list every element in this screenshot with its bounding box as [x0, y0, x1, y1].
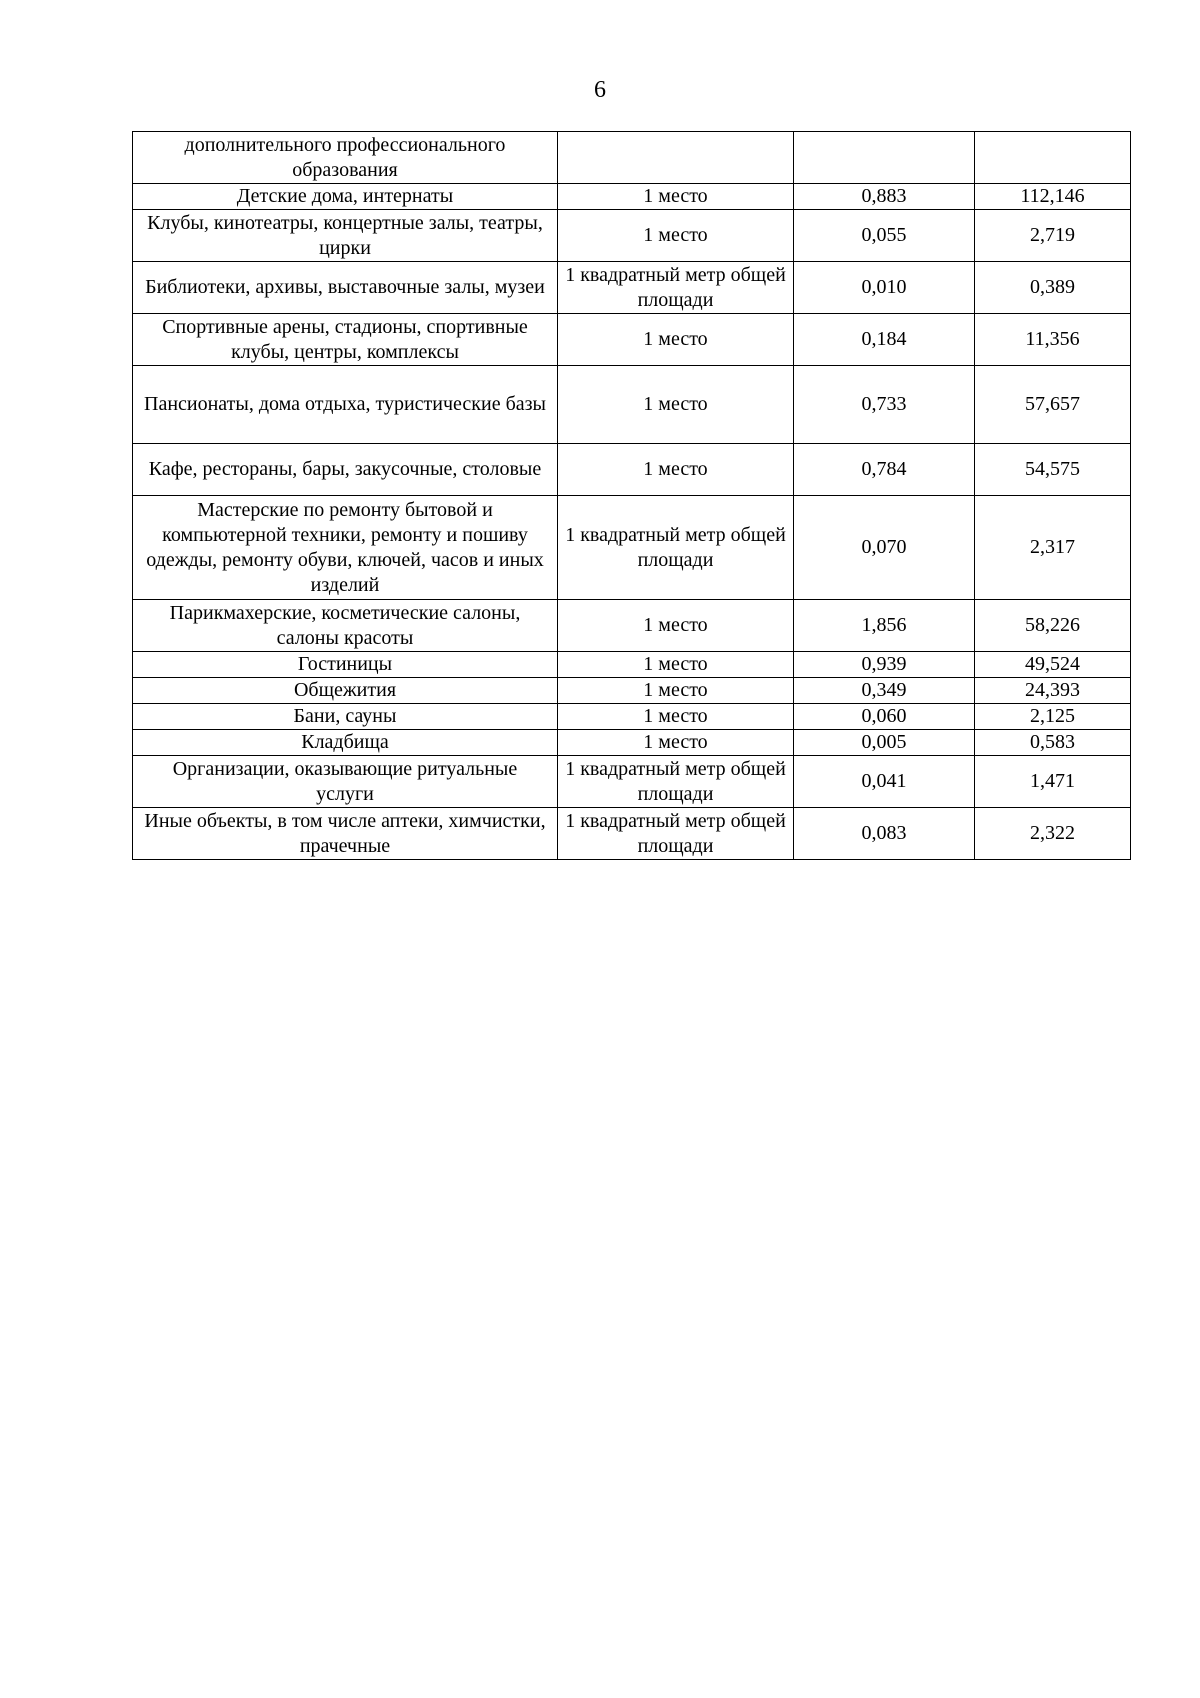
value-1-cell: 0,041	[794, 756, 975, 808]
table-row	[133, 184, 1131, 210]
object-type-cell: Парикмахерские, косметические салоны, салоны красоты	[133, 600, 558, 652]
unit-cell	[558, 132, 794, 184]
object-type-cell: Пансионаты, дома отдыха, туристические базы	[133, 366, 558, 444]
value-2-cell: 1,471	[975, 756, 1131, 808]
value-1-cell	[794, 132, 975, 184]
unit-cell: 1 квадратный метр общей площади	[558, 262, 794, 314]
table-row	[133, 600, 1131, 652]
unit-cell: 1 место	[558, 600, 794, 652]
value-1-cell: 0,083	[794, 808, 975, 860]
value-1-cell: 0,010	[794, 262, 975, 314]
value-2-cell: 58,226	[975, 600, 1131, 652]
table-row	[133, 132, 1131, 184]
value-2-cell: 2,322	[975, 808, 1131, 860]
table-row	[133, 678, 1131, 704]
value-1-cell: 0,055	[794, 210, 975, 262]
value-2-cell: 2,317	[975, 496, 1131, 600]
value-1-cell: 1,856	[794, 600, 975, 652]
object-type-cell: Гостиницы	[133, 652, 558, 678]
table-row	[133, 496, 1131, 600]
object-type-cell: Спортивные арены, стадионы, спортивные клубы, центры, комплексы	[133, 314, 558, 366]
object-type-cell: Организации, оказывающие ритуальные услуги	[133, 756, 558, 808]
value-2-cell: 54,575	[975, 444, 1131, 496]
unit-cell: 1 место	[558, 366, 794, 444]
unit-cell: 1 место	[558, 652, 794, 678]
object-type-cell: Бани, сауны	[133, 704, 558, 730]
table-row	[133, 444, 1131, 496]
page-number: 6	[594, 77, 606, 103]
unit-cell: 1 место	[558, 678, 794, 704]
object-type-cell: Клубы, кинотеатры, концертные залы, театры, цирки	[133, 210, 558, 262]
table-row	[133, 808, 1131, 860]
value-1-cell: 0,070	[794, 496, 975, 600]
value-1-cell: 0,060	[794, 704, 975, 730]
unit-cell: 1 место	[558, 314, 794, 366]
value-2-cell: 57,657	[975, 366, 1131, 444]
table-row	[133, 652, 1131, 678]
value-1-cell: 0,349	[794, 678, 975, 704]
object-type-cell: Общежития	[133, 678, 558, 704]
unit-cell: 1 место	[558, 444, 794, 496]
rates-table-body	[133, 132, 1131, 860]
value-2-cell: 112,146	[975, 184, 1131, 210]
value-1-cell: 0,005	[794, 730, 975, 756]
value-1-cell: 0,784	[794, 444, 975, 496]
value-2-cell: 0,389	[975, 262, 1131, 314]
object-type-cell: Мастерские по ремонту бытовой и компьютерной техники, ремонту и пошиву одежды, ремонту обуви, ключей, часов и иных изделий	[133, 496, 558, 600]
value-2-cell: 2,125	[975, 704, 1131, 730]
table-row	[133, 366, 1131, 444]
table-row	[133, 262, 1131, 314]
value-2-cell: 0,583	[975, 730, 1131, 756]
unit-cell: 1 место	[558, 730, 794, 756]
unit-cell: 1 квадратный метр общей площади	[558, 808, 794, 860]
value-2-cell: 2,719	[975, 210, 1131, 262]
table-row	[133, 314, 1131, 366]
object-type-cell: Библиотеки, архивы, выставочные залы, музеи	[133, 262, 558, 314]
object-type-cell: Детские дома, интернаты	[133, 184, 558, 210]
table-row	[133, 756, 1131, 808]
table-row	[133, 210, 1131, 262]
value-1-cell: 0,883	[794, 184, 975, 210]
object-type-cell: дополнительного профессионального образования	[133, 132, 558, 184]
table-row	[133, 730, 1131, 756]
unit-cell: 1 квадратный метр общей площади	[558, 756, 794, 808]
value-2-cell: 11,356	[975, 314, 1131, 366]
value-1-cell: 0,733	[794, 366, 975, 444]
value-1-cell: 0,939	[794, 652, 975, 678]
value-2-cell: 49,524	[975, 652, 1131, 678]
object-type-cell: Кафе, рестораны, бары, закусочные, столовые	[133, 444, 558, 496]
unit-cell: 1 место	[558, 184, 794, 210]
table-row	[133, 704, 1131, 730]
value-1-cell: 0,184	[794, 314, 975, 366]
unit-cell: 1 место	[558, 210, 794, 262]
object-type-cell: Иные объекты, в том числе аптеки, химчистки, прачечные	[133, 808, 558, 860]
object-type-cell: Кладбища	[133, 730, 558, 756]
value-2-cell	[975, 132, 1131, 184]
rates-table	[132, 131, 1131, 860]
value-2-cell: 24,393	[975, 678, 1131, 704]
unit-cell: 1 квадратный метр общей площади	[558, 496, 794, 600]
unit-cell: 1 место	[558, 704, 794, 730]
